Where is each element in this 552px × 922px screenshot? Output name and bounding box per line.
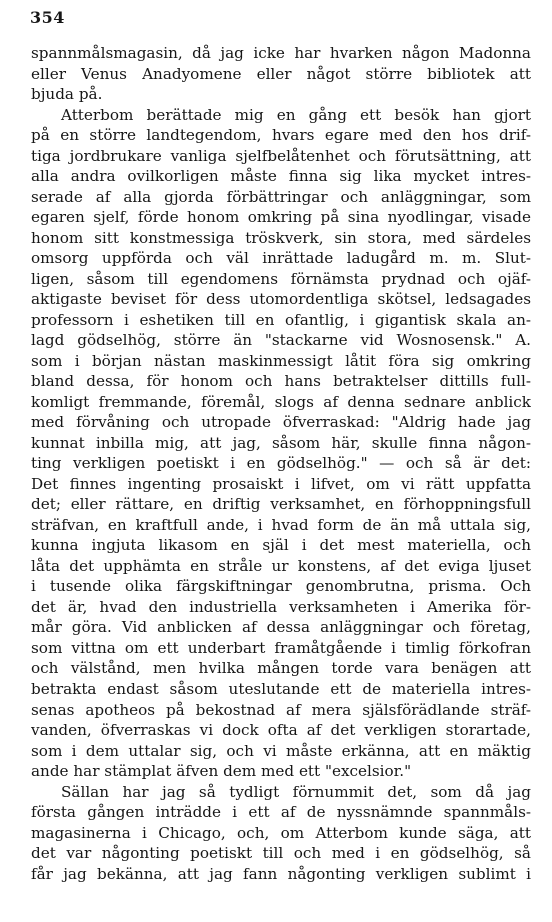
text-line: spannmålsmagasin, då jag icke har hvarken någon Madonna [31,44,531,62]
body-text [31,43,531,884]
text-line: låta det upphämta en stråle ur konstens, af det eviga ljuset [31,556,531,575]
text-line: och välstånd, men hvilka mången torde vara benägen att [31,659,531,678]
text-line: aktigaste beviset för dess utomordentliga skötsel, ledsagades [31,290,531,309]
text-line: ande har stämplat äfven dem med ett "excelsior." [31,762,412,781]
text-line: som i början nästan maskinmessigt låtit föra sig omkring [31,351,531,370]
text-line: alla andra ovilkorligen måste finna sig lika mycket intres- [31,167,531,186]
text-line: egaren sjelf, förde honom omkring på sina nyodlingar, visade [31,208,531,227]
text-line: bland dessa, för honom och hans betraktelser dittills full- [31,372,531,391]
text-line: med förvåning och utropade öfverraskad: "Aldrig hade jag [31,413,531,432]
text-line: Atterbom berättade mig en gång ett besök han gjort [61,105,531,124]
text-line: på en större landtegendom, hvars egare med den hos drif- [31,126,531,145]
text-line: honom sitt konstmessiga tröskverk, sin stora, med särdeles [31,228,531,247]
text-line: det var någonting poetiskt till och med i en gödselhög, så [31,844,531,863]
text-line: ligen, såsom till egendomens förnämsta prydnad och ojäf- [31,269,531,288]
text-line: i tusende olika färgskiftningar genombrutna, prisma. Och [31,577,531,596]
page-number: 354 [30,8,65,27]
text-line: som vittna om ett underbart framåtgående i timlig förkofran [31,638,531,657]
text-line: eller Venus Anadyomene eller något större bibliotek att [31,64,531,83]
text-line: kunnat inbilla mig, att jag, såsom här, skulle finna någon- [31,433,531,452]
text-line: tiga jordbrukare vanliga sjelfbelåtenhet och förutsättning, att [31,146,531,165]
text-line: som i dem uttalar sig, och vi måste erkänna, att en mäktig [31,741,531,760]
text-line: det; eller rättare, en driftig verksamhet, en förhoppningsfull [31,495,531,514]
text-line: sträfvan, en kraftfull ande, i hvad form de än må uttala sig, [31,515,531,534]
text-line: serade af alla gjorda förbättringar och anläggningar, som [31,187,531,206]
text-line: betrakta endast såsom uteslutande ett de materiella intres- [31,679,531,698]
text-line: första gången inträdde i ett af de nyssnämnde spannmåls- [31,803,531,822]
text-line: professorn i eshetiken till en ofantlig, i gigantisk skala an- [31,310,531,329]
text-line: bjuda på. [31,85,103,104]
text-line: omsorg uppförda och väl inrättade ladugård m. m. Slut- [31,249,531,268]
text-line: magasinerna i Chicago, och, om Atterbom kunde säga, att [31,823,531,842]
text-line: komligt fremmande, föremål, slogs af denna sednare anblick [31,392,531,411]
text-line: kunna ingjuta likasom en själ i det mest materiella, och [31,536,531,555]
text-line: mår göra. Vid anblicken af dessa anläggningar och företag, [31,618,531,637]
text-line: får jag bekänna, att jag fann någonting verkligen sublimt i [31,864,531,883]
text-line: vanden, öfverraskas vi dock ofta af det verkligen storartade, [31,721,531,740]
text-line: lagd gödselhög, större än "stackarne vid Wosnosensk." A. [31,331,531,350]
text-line: Det finnes ingenting prosaiskt i lifvet, om vi rätt uppfatta [31,474,531,493]
text-line: Sällan har jag så tydligt förnummit det, som då jag [61,782,531,801]
text-line: det är, hvad den industriella verksamheten i Amerika för- [31,597,531,616]
text-line: senas apotheos på bekostnad af mera själsförädlande sträf- [31,700,531,719]
text-line: ting verkligen poetiskt i en gödselhög." — och så är det: [31,454,531,473]
